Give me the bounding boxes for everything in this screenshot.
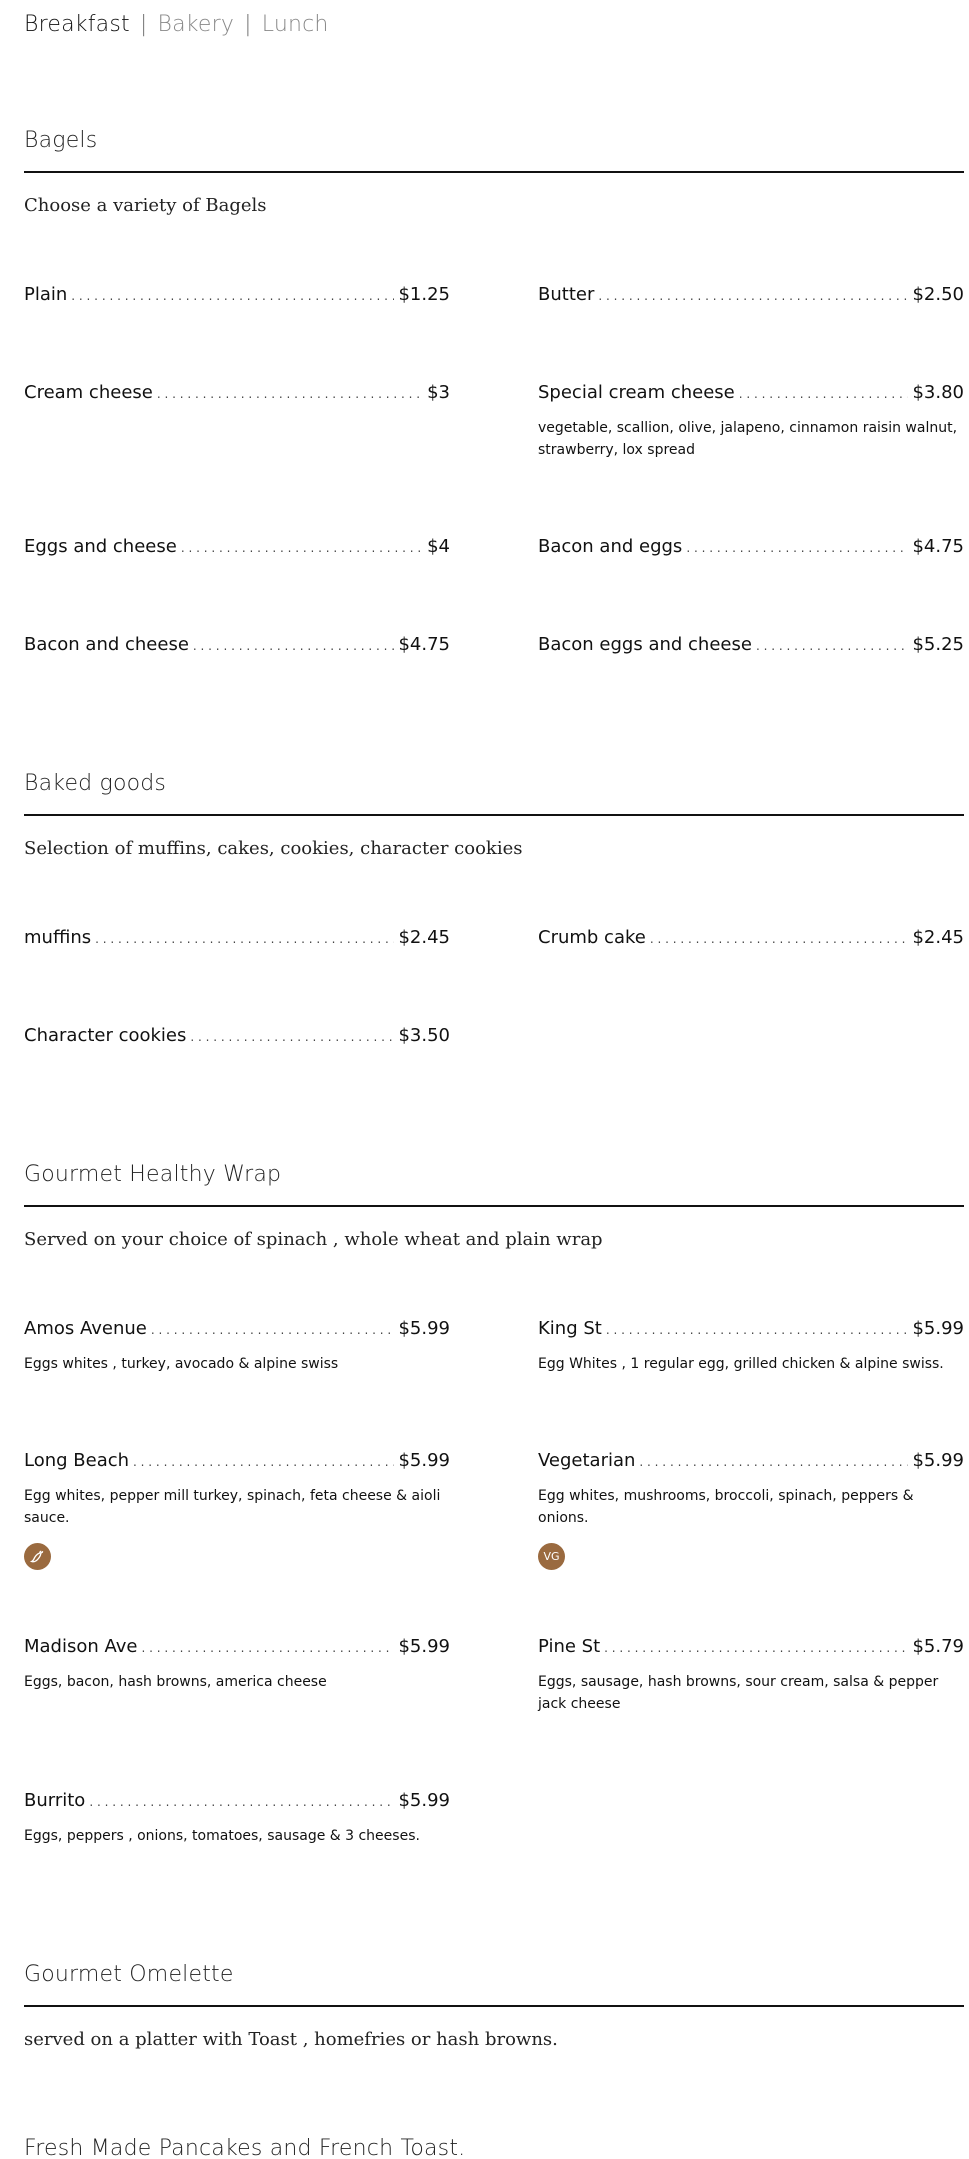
menu-item: [24, 284, 450, 305]
menu-item: [24, 1636, 450, 1693]
item-description: Egg Whites , 1 regular egg, grilled chicken & alpine swiss.: [538, 1356, 944, 1372]
menu-tabs: [24, 12, 329, 37]
item-name: Bacon eggs and cheese: [538, 634, 752, 655]
item-description: Egg whites, mushrooms, broccoli, spinach, peppers & onions.: [538, 1488, 914, 1526]
item-price: $5.25: [912, 634, 964, 655]
section-description: Served on your choice of spinach , whole wheat and plain wrap: [24, 1229, 603, 1250]
item-description: Eggs whites , turkey, avocado & alpine swiss: [24, 1356, 339, 1372]
chili-pepper-icon: [24, 1543, 51, 1570]
section-healthy-wrap: [24, 1162, 964, 1250]
item-price: $5.99: [398, 1450, 450, 1471]
item-name: Bacon and eggs: [538, 536, 683, 557]
item-name: Vegetarian: [538, 1450, 636, 1471]
menu-item: [24, 536, 450, 557]
dot-leader: [193, 639, 395, 653]
dot-leader: [157, 387, 423, 401]
section-divider: [24, 2005, 964, 2007]
section-bagels: [24, 128, 964, 216]
section-description: Selection of muffins, cakes, cookies, character cookies: [24, 838, 523, 859]
item-name: Eggs and cheese: [24, 536, 177, 557]
menu-item: [538, 927, 964, 948]
dot-leader: [133, 1455, 394, 1469]
item-price: $1.25: [398, 284, 450, 305]
section-divider: [24, 1205, 964, 1207]
item-name: Amos Avenue: [24, 1318, 147, 1339]
item-name: Butter: [538, 284, 595, 305]
item-price: $5.99: [398, 1318, 450, 1339]
section-description: served on a platter with Toast , homefries or hash browns.: [24, 2029, 558, 2050]
item-name: Pine St: [538, 1636, 601, 1657]
menu-item: [24, 382, 450, 403]
dot-leader: [686, 541, 908, 555]
item-price: $2.45: [912, 927, 964, 948]
dot-leader: [95, 932, 394, 946]
menu-item: [538, 634, 964, 655]
menu-item: [24, 1450, 450, 1570]
item-description: Egg whites, pepper mill turkey, spinach, feta cheese & aioli sauce.: [24, 1488, 441, 1526]
menu-item: [24, 634, 450, 655]
section-divider: [24, 171, 964, 173]
item-price: $2.50: [912, 284, 964, 305]
section-title: Gourmet Omelette: [24, 1962, 234, 1987]
dot-leader: [89, 1795, 394, 1809]
item-price: $5.99: [912, 1450, 964, 1471]
dot-leader: [71, 289, 394, 303]
section-title: Baked goods: [24, 771, 167, 796]
item-description: vegetable, scallion, olive, jalapeno, cinnamon raisin walnut, strawberry, lox spread: [538, 420, 958, 458]
item-description: Eggs, bacon, hash browns, america cheese: [24, 1674, 327, 1690]
item-name: Crumb cake: [538, 927, 646, 948]
dot-leader: [598, 289, 908, 303]
item-price: $5.99: [398, 1790, 450, 1811]
item-price: $3.50: [398, 1025, 450, 1046]
item-name: Madison Ave: [24, 1636, 138, 1657]
item-name: Cream cheese: [24, 382, 153, 403]
menu-item: [538, 382, 964, 461]
item-name: Bacon and cheese: [24, 634, 189, 655]
item-name: Character cookies: [24, 1025, 187, 1046]
dot-leader: [142, 1641, 395, 1655]
tab-lunch[interactable]: Lunch: [261, 12, 329, 37]
item-price: $4.75: [398, 634, 450, 655]
dot-leader: [639, 1455, 908, 1469]
item-name: Special cream cheese: [538, 382, 735, 403]
tab-breakfast[interactable]: Breakfast: [24, 12, 130, 37]
section-description: Choose a variety of Bagels: [24, 195, 267, 216]
section-omelette: [24, 1962, 964, 2050]
menu-item: [24, 1318, 450, 1375]
dot-leader: [756, 639, 909, 653]
item-name: Plain: [24, 284, 68, 305]
item-price: $3: [427, 382, 450, 403]
dot-leader: [604, 1641, 908, 1655]
item-name: muffins: [24, 927, 92, 948]
menu-item: [24, 1790, 450, 1847]
tab-bakery[interactable]: Bakery: [157, 12, 235, 37]
dot-leader: [739, 387, 909, 401]
item-description: Eggs, sausage, hash browns, sour cream, salsa & pepper jack cheese: [538, 1674, 939, 1712]
item-price: $4.75: [912, 536, 964, 557]
tab-separator: |: [244, 12, 252, 37]
dot-leader: [151, 1323, 395, 1337]
item-price: $3.80: [912, 382, 964, 403]
dot-leader: [181, 541, 423, 555]
item-price: $4: [427, 536, 450, 557]
item-price: $5.99: [912, 1318, 964, 1339]
menu-item: [538, 1450, 964, 1570]
dot-leader: [606, 1323, 909, 1337]
menu-item: [24, 1025, 450, 1046]
section-title: Bagels: [24, 128, 98, 153]
menu-item: [538, 284, 964, 305]
menu-item: [24, 927, 450, 948]
item-price: $5.79: [912, 1636, 964, 1657]
item-price: $5.99: [398, 1636, 450, 1657]
tab-separator: |: [139, 12, 148, 37]
dot-leader: [190, 1030, 394, 1044]
item-name: Long Beach: [24, 1450, 130, 1471]
menu-item: [538, 1636, 964, 1715]
item-name: King St: [538, 1318, 602, 1339]
section-title: Fresh Made Pancakes and French Toast.: [24, 2136, 466, 2159]
section-divider: [24, 814, 964, 816]
dot-leader: [650, 932, 909, 946]
item-name: Burrito: [24, 1790, 86, 1811]
section-pancakes: [24, 2136, 964, 2159]
section-title: Gourmet Healthy Wrap: [24, 1162, 282, 1187]
section-baked-goods: [24, 771, 964, 859]
item-description: Eggs, peppers , onions, tomatoes, sausage & 3 cheeses.: [24, 1828, 420, 1844]
item-price: $2.45: [398, 927, 450, 948]
menu-item: [538, 536, 964, 557]
vegetarian-badge: VG: [538, 1543, 565, 1570]
menu-item: [538, 1318, 964, 1375]
